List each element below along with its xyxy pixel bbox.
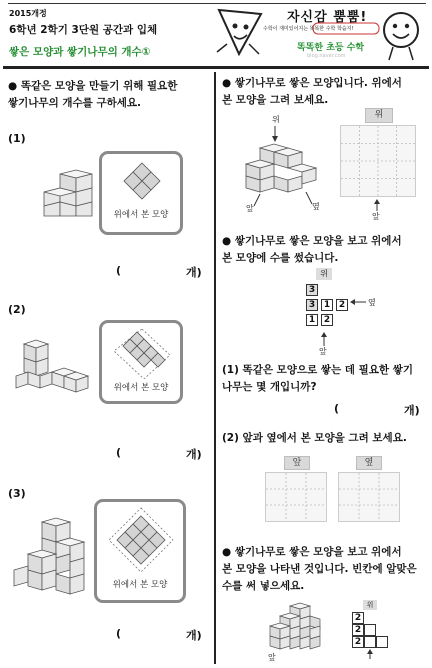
unit-title: 6학년 2학기 3단원 공간과 입체 xyxy=(9,24,158,36)
curriculum-year: 2015개정 xyxy=(9,9,47,18)
s2-side-arrow xyxy=(350,298,366,306)
s1-blocks xyxy=(240,124,328,208)
bullet-icon: ● xyxy=(8,80,18,92)
s2-top-label: 위 xyxy=(316,268,332,280)
problem-2-answer-close: 개) xyxy=(186,448,202,461)
s2-front-label: 앞 xyxy=(319,347,327,356)
problem-3-blocks xyxy=(12,516,88,598)
q1-line-1: (1) 똑같은 모양으로 쌓는 데 필요한 쌓기 xyxy=(222,364,413,376)
q2-front-label: 앞 xyxy=(284,456,310,470)
s3-line-1: 쌓기나무로 쌓은 모양을 보고 위에서 xyxy=(234,546,402,558)
problem-2-top-view-frame xyxy=(99,320,183,404)
problem-1-answer-open: ( xyxy=(116,264,122,277)
s2-line-1: 쌓기나무로 쌓은 모양을 보고 위에서 xyxy=(234,235,402,247)
brand-logo xyxy=(213,4,426,65)
problem-3-answer-close: 개) xyxy=(186,629,202,642)
s1-front-label: 앞 xyxy=(246,204,254,213)
problem-3-top-view xyxy=(107,506,175,574)
right-section-1-instruction: ● 쌓기나무로 쌓은 모양입니다. 위에서 본 모양을 그려 보세요. xyxy=(222,75,427,109)
problem-1-top-view xyxy=(121,160,163,202)
s2-cell: 1 xyxy=(306,314,318,326)
q1-answer-open: ( xyxy=(334,402,340,415)
problem-1-answer-close: 개) xyxy=(186,266,202,279)
s3-top-label: 위 xyxy=(363,600,377,610)
s2-side-label: 옆 xyxy=(368,298,376,307)
s2-cell: 3 xyxy=(306,299,318,311)
brand-series: 똑똑한 초등 수학 xyxy=(297,43,365,53)
problem-2-number: (2) xyxy=(8,303,26,316)
s2-question-2: (2) 앞과 옆에서 본 모양을 그려 보세요. xyxy=(222,432,407,444)
s1-line-2: 본 모양을 그려 보세요. xyxy=(222,94,329,106)
right-section-3-instruction: ● 쌓기나무로 쌓은 모양을 보고 위에서 본 모양을 나타낸 것입니다. 빈칸에 알맞은 수를 써 넣으세요. xyxy=(222,544,427,595)
s3-cell[interactable] xyxy=(376,636,388,648)
s1-top-label: 위 xyxy=(272,115,280,124)
problem-1-top-view-frame xyxy=(99,151,183,235)
q2-side-grid[interactable] xyxy=(338,472,400,522)
s3-cell[interactable] xyxy=(364,636,376,648)
s2-cell: 2 xyxy=(336,299,348,311)
q2-side-label: 옆 xyxy=(356,456,382,470)
s1-side-label: 옆 xyxy=(312,202,320,211)
left-instruction xyxy=(8,78,210,112)
s2-cell: 2 xyxy=(321,314,333,326)
q2-front-grid[interactable] xyxy=(265,472,327,522)
s3-number-grid xyxy=(352,612,392,648)
right-section-2-instruction: ● 쌓기나무로 쌓은 모양을 보고 위에서 본 모양에 수를 썼습니다. xyxy=(222,233,427,267)
s1-grid-label: 위 xyxy=(365,108,393,123)
q1-answer-close: 개) xyxy=(404,404,420,417)
s3-front-arrow xyxy=(366,649,374,659)
problem-1-number: (1) xyxy=(8,132,26,145)
problem-2-blocks xyxy=(14,338,98,398)
s2-line-2: 본 모양에 수를 썼습니다. xyxy=(222,252,339,264)
problem-2-answer-open: ( xyxy=(116,446,122,459)
problem-3-number: (3) xyxy=(8,487,26,500)
problem-1-caption: 위에서 본 모양 xyxy=(113,210,169,220)
problem-1-blocks xyxy=(40,168,96,218)
s3-front-label: 앞 xyxy=(268,653,276,662)
instruction-line-2: 쌓기나무의 개수를 구하세요. xyxy=(8,97,142,109)
s3-line-2: 본 모양을 나타낸 것입니다. 빈칸에 알맞은 xyxy=(222,563,417,575)
s3-cell: 2 xyxy=(352,624,364,636)
s2-question-1 xyxy=(222,362,427,396)
s1-answer-grid[interactable] xyxy=(340,125,416,197)
s2-front-arrow xyxy=(320,332,328,346)
problem-2-top-view xyxy=(112,327,172,379)
brand-subtitle: 수학이 재미있어지는 똑똑한 수학 학습지! xyxy=(263,26,354,32)
problem-2-caption: 위에서 본 모양 xyxy=(113,383,169,393)
s3-blocks xyxy=(262,602,330,654)
s3-cell[interactable] xyxy=(364,624,376,636)
s3-line-3: 수를 써 넣으세요. xyxy=(222,580,305,592)
s2-cell: 3 xyxy=(306,284,318,296)
s1-grid-arrow xyxy=(373,199,381,211)
s1-grid-front-label: 앞 xyxy=(372,212,380,221)
problem-3-top-view-frame xyxy=(94,499,186,603)
brand-title: 자신감 뿜뿜! xyxy=(287,10,368,25)
instruction-line-1: 똑같은 모양을 만들기 위해 필요한 xyxy=(20,80,178,92)
s2-number-grid xyxy=(296,284,346,328)
q1-line-2: 나무는 몇 개입니까? xyxy=(222,381,317,393)
column-divider xyxy=(214,72,216,664)
s2-cell: 1 xyxy=(321,299,333,311)
s3-cell: 2 xyxy=(352,612,364,624)
s1-line-1: 쌓기나무로 쌓은 모양입니다. 위에서 xyxy=(234,77,402,89)
header-bottom-rule xyxy=(3,66,429,69)
topic-title: 쌓은 모양과 쌓기나무의 개수① xyxy=(9,46,151,58)
brand-url: blog.naver.com xyxy=(307,53,346,59)
s3-cell: 2 xyxy=(352,636,364,648)
problem-3-answer-open: ( xyxy=(116,627,122,640)
problem-3-caption: 위에서 본 모양 xyxy=(112,580,168,590)
